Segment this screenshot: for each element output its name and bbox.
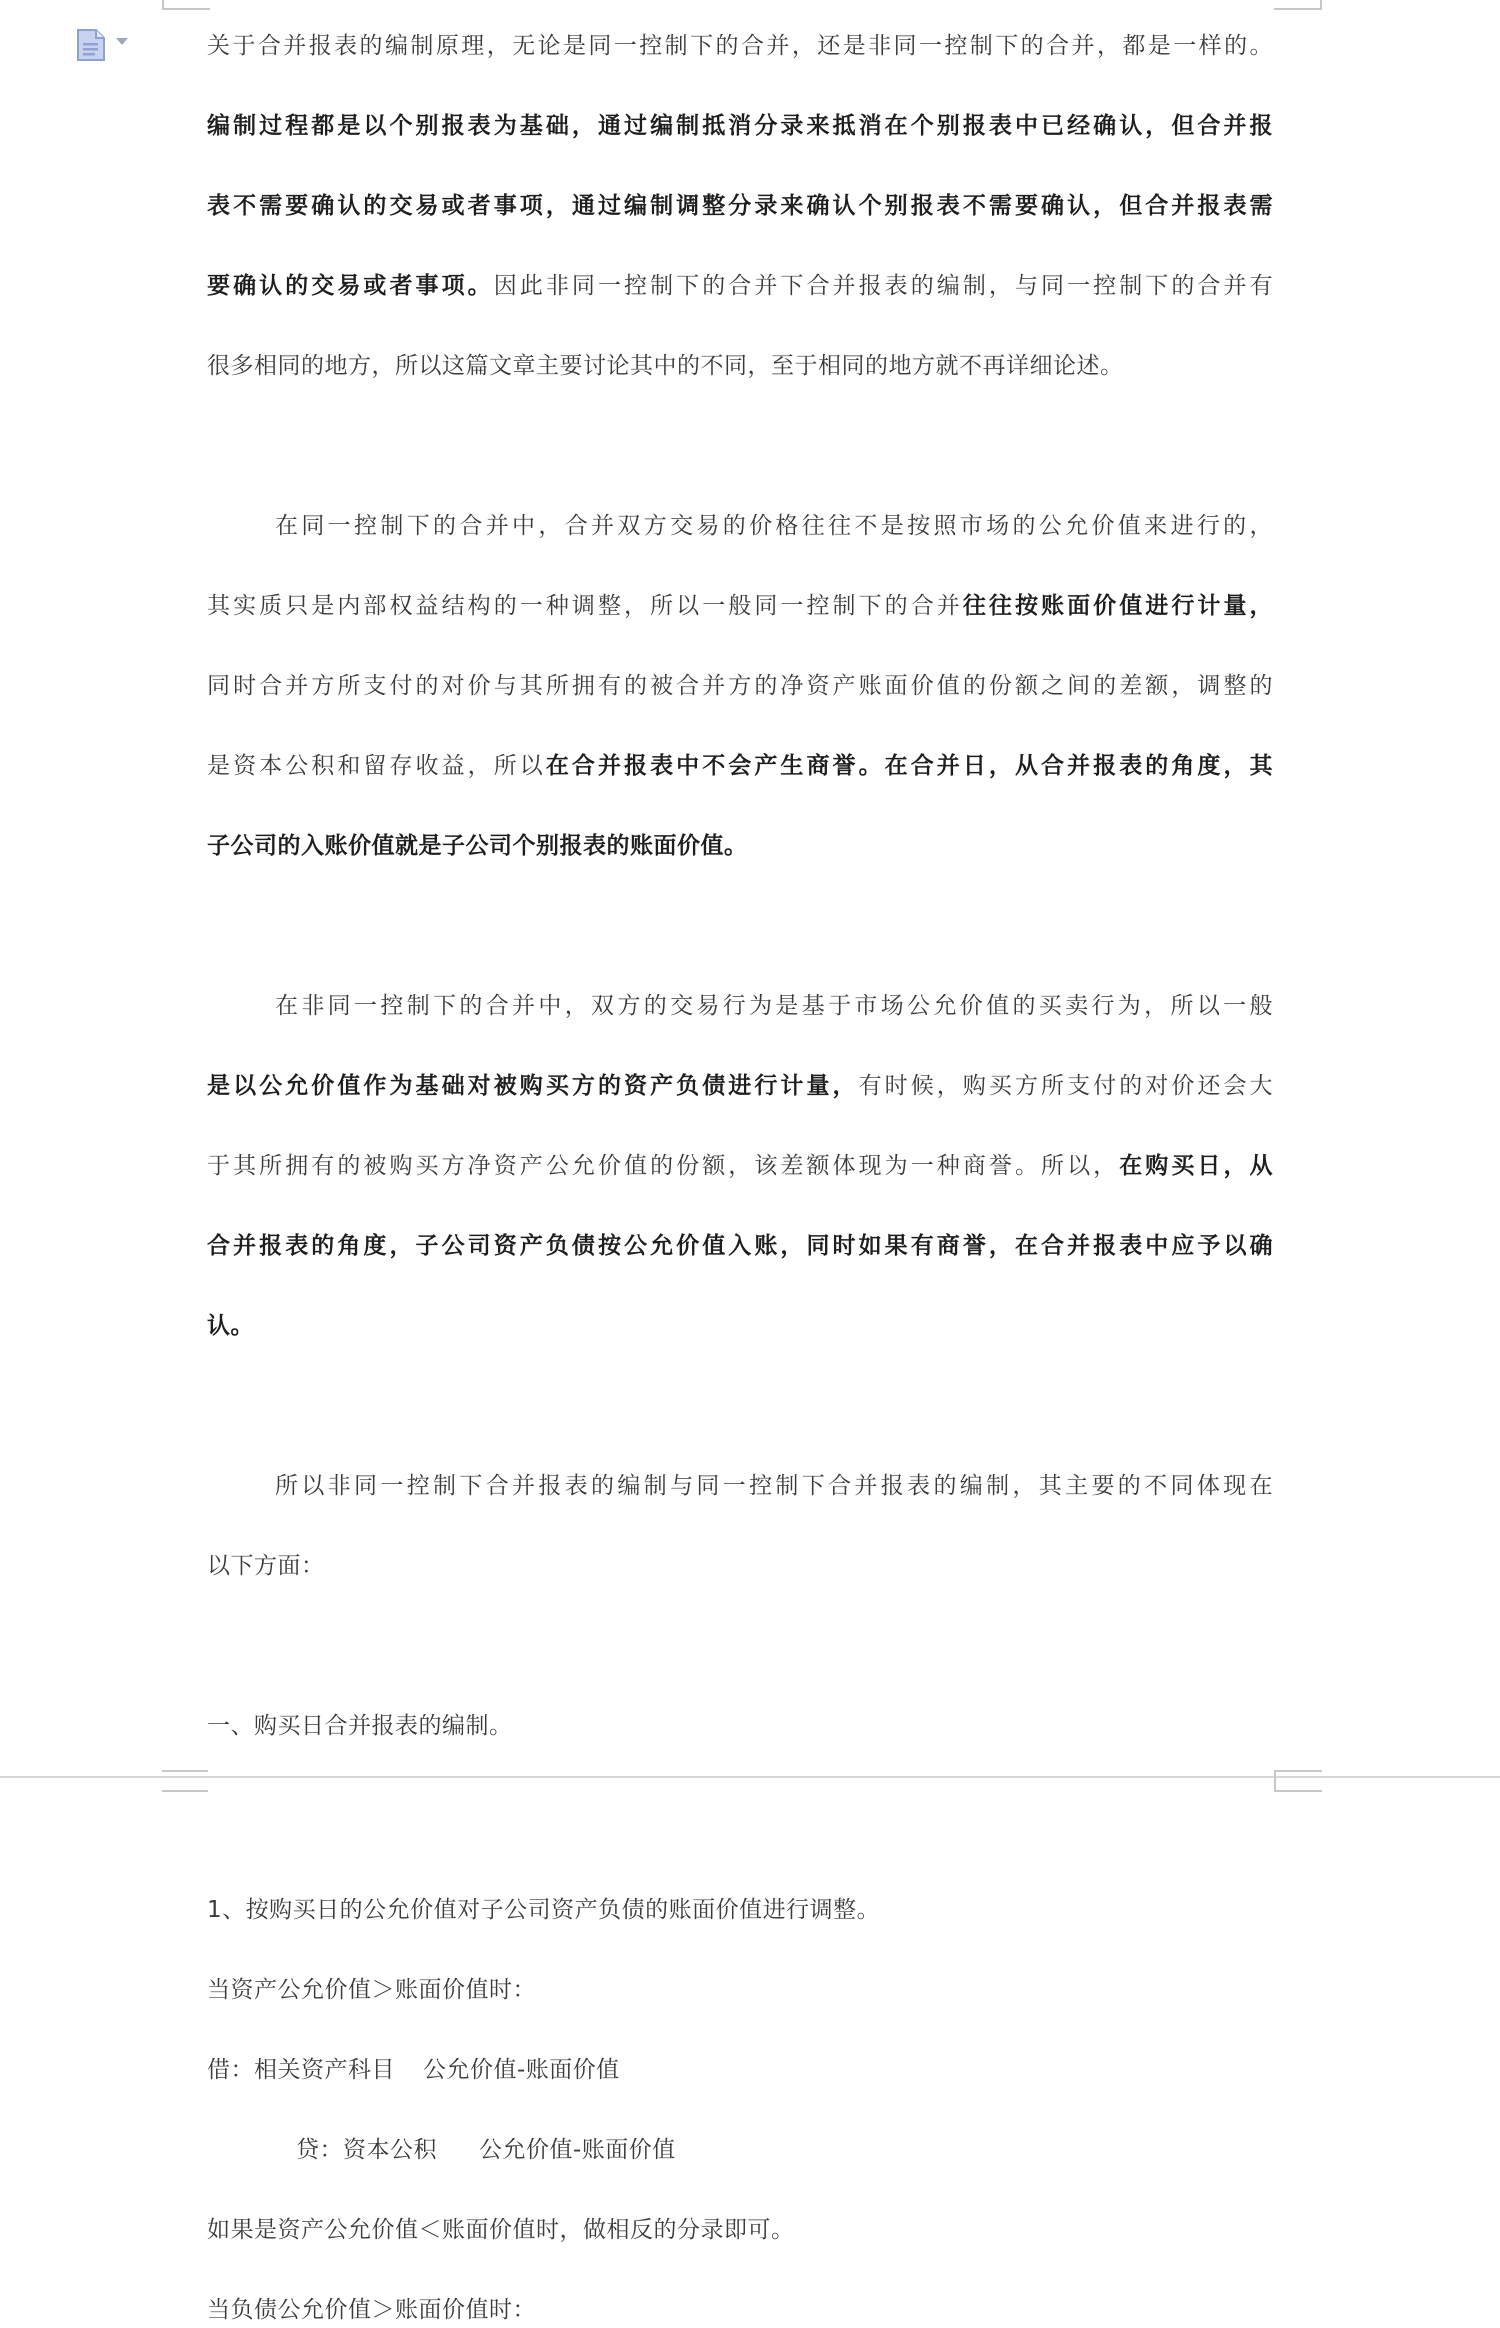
paragraph-line: 如果是资产公允价值＜账面价值时，做相反的分录即可。 (207, 2217, 795, 2243)
page-corner-mark (1274, 0, 1322, 10)
paragraph-line: 当资产公允价值＞账面价值时： (207, 1977, 536, 2003)
paragraph-line: 在同一控制下的合并中，合并双方交易的价格往往不是按照市场的公允价值来进行的， (275, 513, 1273, 539)
paragraph-line (207, 748, 1273, 784)
journal-credit-line (296, 2132, 1362, 2168)
page-corner-mark (162, 0, 210, 10)
paragraph-line (207, 268, 1273, 304)
text-span: 其实质只是内部权益结构的一种调整，所以一般同一控制下的合并 (207, 593, 963, 619)
paragraph-line: 很多相同的地方，所以这篇文章主要讨论其中的不同，至于相同的地方就不再详细论述。 (207, 353, 1124, 379)
paragraph-line: 关于合并报表的编制原理，无论是同一控制下的合并，还是非同一控制下的合并，都是一样的。 (207, 33, 1273, 59)
bold-text: 要确认的交易或者事项。 (207, 273, 494, 299)
text-span: 因此非同一控制下的合并下合并报表的编制，与同一控制下的合并有 (493, 273, 1273, 299)
bold-text: 认。 (207, 1313, 254, 1339)
bold-text: 编制过程都是以个别报表为基础，通过编制抵消分录来抵消在个别报表中已经确认，但合并报 (207, 113, 1273, 139)
list-item: 1、按购买日的公允价值对子公司资产负债的账面价值进行调整。 (207, 1897, 881, 1923)
paragraph-line: 同时合并方所支付的对价与其所拥有的被合并方的净资产账面价值的份额之间的差额，调整的 (207, 673, 1273, 699)
bold-text: 合并报表的角度，子公司资产负债按公允价值入账，同时如果有商誉，在合并报表中应予以确 (207, 1233, 1273, 1259)
section-heading: 一、购买日合并报表的编制。 (207, 1713, 513, 1739)
journal-debit-line (207, 2052, 1273, 2088)
paragraph-line: 在非同一控制下的合并中，双方的交易行为是基于市场公允价值的买卖行为，所以一般 (275, 993, 1273, 1019)
paragraph-line (207, 188, 1273, 224)
bold-text: 表不需要确认的交易或者事项，通过编制调整分录来确认个别报表不需要确认，但合并报表需 (207, 193, 1273, 219)
page-corner-mark (1274, 1770, 1322, 1792)
bold-text: 在合并报表中不会产生商誉。在合并日，从合并报表的角度，其 (545, 753, 1273, 779)
paragraph-line (207, 588, 1273, 624)
debit-amount: 公允价值-账面价值 (423, 2057, 620, 2083)
paragraph-line: 当负债公允价值＞账面价值时： (207, 2297, 536, 2323)
bold-text: 是以公允价值作为基础对被购买方的资产负债进行计量， (207, 1073, 859, 1099)
paragraph-line: 所以非同一控制下合并报表的编制与同一控制下合并报表的编制，其主要的不同体现在 (275, 1473, 1273, 1499)
paragraph-line (207, 1308, 1273, 1344)
text-span: 有时候，购买方所支付的对价还会大 (858, 1073, 1273, 1099)
debit-label: 借：相关资产科目 (207, 2057, 395, 2083)
paragraph-line (207, 828, 1273, 864)
caret-down-icon[interactable] (116, 38, 128, 45)
credit-amount: 公允价值-账面价值 (479, 2137, 676, 2163)
document-icon[interactable] (76, 28, 106, 62)
paragraph-line (207, 1068, 1273, 1104)
credit-label: 贷：资本公积 (296, 2137, 437, 2163)
bold-text: 在购买日，从 (1119, 1153, 1273, 1179)
text-span: 是资本公积和留存收益，所以 (207, 753, 546, 779)
paragraph-line (207, 108, 1273, 144)
page-corner-mark (162, 1770, 208, 1792)
paragraph-line: 以下方面： (207, 1553, 325, 1579)
bold-text: 子公司的入账价值就是子公司个别报表的账面价值。 (207, 833, 748, 859)
text-span: 于其所拥有的被购买方净资产公允价值的份额，该差额体现为一种商誉。所以， (207, 1153, 1120, 1179)
paragraph-line (207, 1228, 1273, 1264)
bold-text: 往往按账面价值进行计量， (962, 593, 1273, 619)
paragraph-line (207, 1148, 1273, 1184)
